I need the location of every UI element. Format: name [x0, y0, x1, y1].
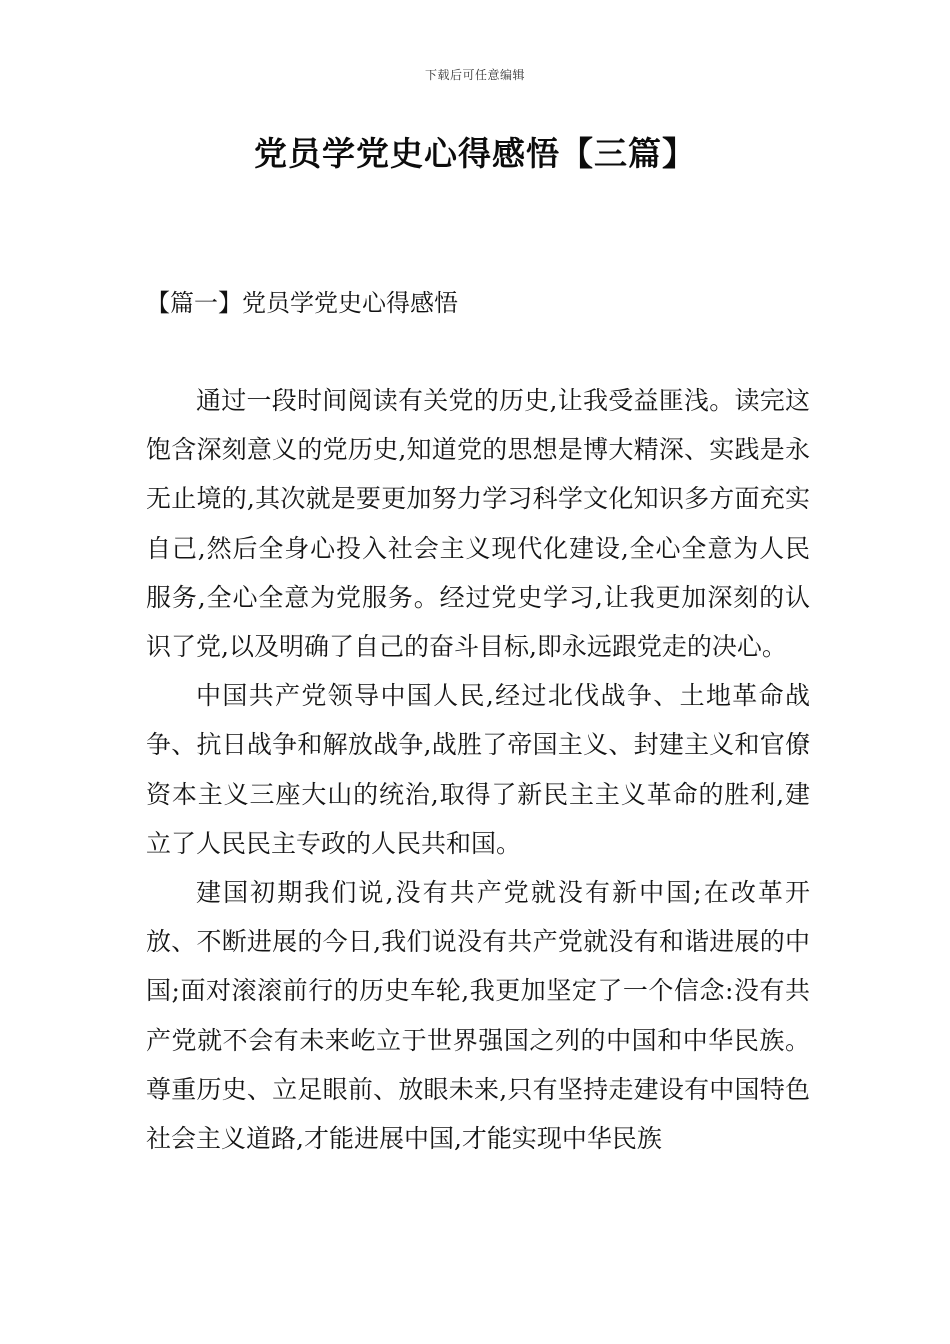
header-note: 下载后可任意编辑 [424, 68, 525, 82]
document-title: 党员学党史心得感悟【三篇】 [254, 134, 696, 173]
section-heading: 【篇一】党员学党史心得感悟 [146, 289, 458, 317]
paragraph-2: 中国共产党领导中国人民,经过北伐战争、土地革命战争、抗日战争和解放战争,战胜了帝国主义、封建主义和官僚资本主义三座大山的统治,取得了新民主主义革命的胜利,建立了人民民主专政的人民共和国。 [146, 681, 810, 858]
body-text [146, 376, 810, 1163]
paragraph-3: 建国初期我们说,没有共产党就没有新中国;在改革开放、不断进展的今日,我们说没有共产党就没有和谐进展的中国;面对滚滚前行的历史车轮,我更加坚定了一个信念:没有共产党就不会有未来屹立于世界强国之列的中国和中华民族。尊重历史、立足眼前、放眼未来,只有坚持走建设有中国特色社会主义道路,才能进展中国,才能实现中华民族 [146, 878, 810, 1154]
paragraph-1: 通过一段时间阅读有关党的历史,让我受益匪浅。读完这饱含深刻意义的党历史,知道党的思想是博大精深、实践是永无止境的,其次就是要更加努力学习科学文化知识多方面充实自己,然后全身心投入社会主义现代化建设,全心全意为人民服务,全心全意为党服务。经过党史学习,让我更加深刻的认识了党,以及明确了自己的奋斗目标,即永远跟党走的决心。 [146, 386, 810, 662]
